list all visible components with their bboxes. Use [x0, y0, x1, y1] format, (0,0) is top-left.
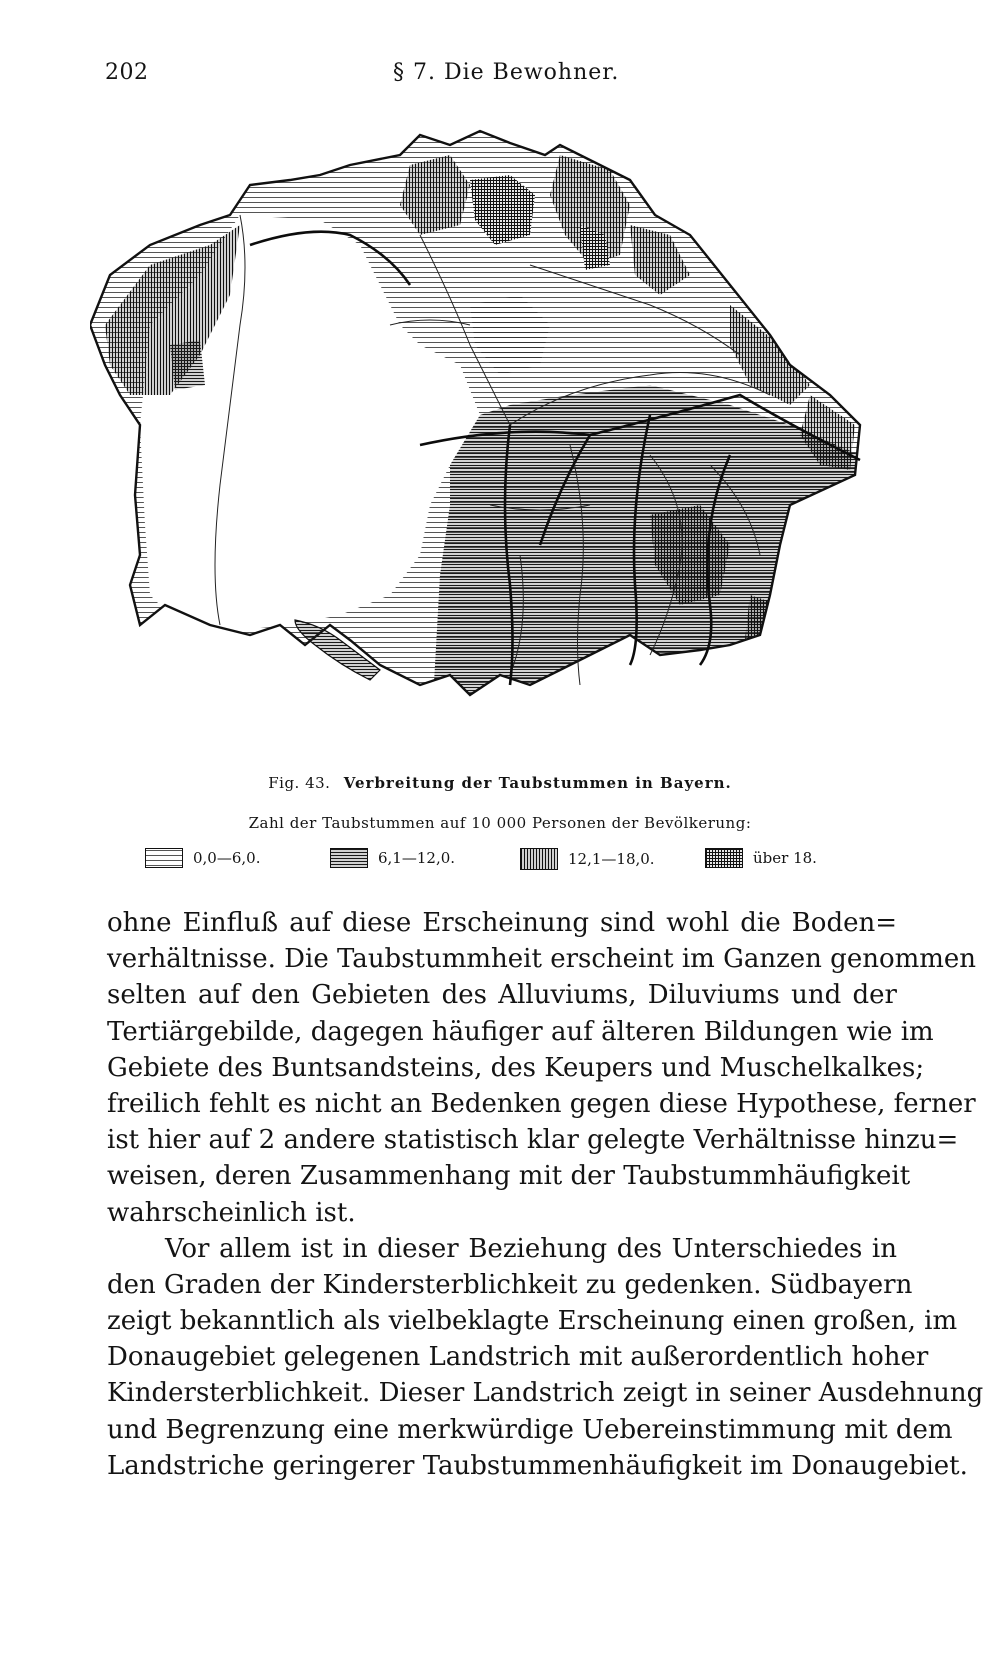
body-text: [107, 905, 984, 1484]
text-line: ist hier auf 2 andere statistisch klar gelegte Verhältnisse hinzu=: [107, 1125, 959, 1156]
legend-label: 12,1—18,0.: [568, 850, 655, 868]
legend-item-0: [145, 848, 260, 868]
legend-swatch-dense-lines: [330, 848, 368, 868]
legend-item-3: [705, 848, 817, 868]
page-number: 202: [105, 60, 149, 85]
text-line: Kindersterblichkeit. Dieser Landstrich zeigt in seiner Ausdehnung: [107, 1378, 984, 1409]
bavaria-deaf-mute-map: [90, 125, 910, 755]
text-line: Landstriche geringerer Taubstummenhäufigkeit im Donaugebiet.: [107, 1450, 968, 1481]
text-line: ohne Einfluß auf diese Erscheinung sind wohl die Boden=: [107, 908, 897, 938]
text-line: Vor allem ist in dieser Beziehung des Unterschiedes in: [165, 1233, 897, 1264]
running-head: § 7. Die Bewohner.: [393, 60, 620, 85]
legend-swatch-thin-lines: [145, 848, 183, 868]
text-line: wahrscheinlich ist.: [107, 1197, 356, 1228]
text-line: weisen, deren Zusammenhang mit der Taubstummhäufigkeit: [107, 1161, 911, 1192]
paragraph-1: [107, 905, 977, 1231]
map-legend: [0, 848, 1000, 878]
text-line: und Begrenzung eine merkwürdige Uebereinstimmung mit dem: [107, 1414, 953, 1445]
legend-swatch-vertical-lines: [520, 848, 558, 870]
text-line: verhältnisse. Die Taubstummheit erscheint im Ganzen genommen: [107, 944, 977, 975]
text-line: Donaugebiet gelegenen Landstrich mit außerordentlich hoher: [107, 1342, 929, 1373]
legend-item-2: [520, 848, 655, 870]
figure-label: Fig. 43.: [268, 774, 331, 792]
figure-caption: [0, 774, 1000, 792]
text-line: Gebiete des Buntsandsteins, des Keupers und Muschelkalkes;: [107, 1052, 925, 1083]
legend-label: 0,0—6,0.: [193, 849, 261, 867]
legend-label: über 18.: [753, 849, 817, 867]
text-line: den Graden der Kindersterblichkeit zu gedenken. Südbayern: [107, 1269, 913, 1300]
text-line: freilich fehlt es nicht an Bedenken gegen diese Hypothese, ferner: [107, 1088, 976, 1119]
legend-item-1: [330, 848, 455, 868]
text-line: zeigt bekanntlich als vielbeklagte Erscheinung einen großen, im: [107, 1306, 958, 1337]
text-line: selten auf den Gebieten des Alluviums, Diluviums und der: [107, 980, 897, 1011]
figure-title: Verbreitung der Taubstummen in Bayern.: [343, 774, 732, 792]
legend-label: 6,1—12,0.: [378, 849, 456, 867]
figure-subtitle: Zahl der Taubstummen auf 10 000 Personen der Bevölkerung:: [248, 814, 752, 832]
page-header: [0, 60, 1000, 100]
text-line: Tertiärgebilde, dagegen häufiger auf älteren Bildungen wie im: [107, 1016, 934, 1047]
paragraph-2: [107, 1231, 984, 1484]
legend-swatch-cross-hatch: [705, 848, 743, 868]
